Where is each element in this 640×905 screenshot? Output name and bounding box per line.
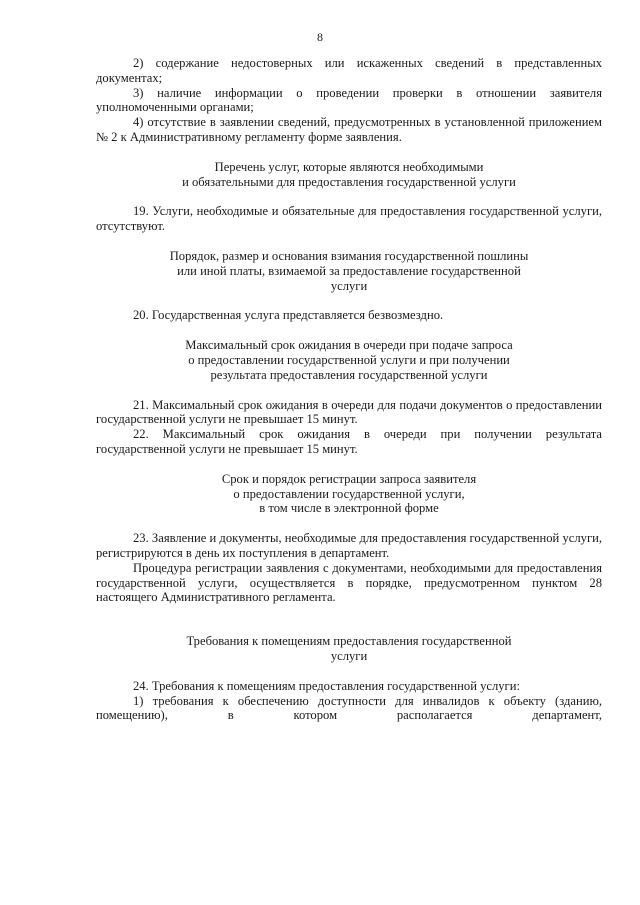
paragraph: 19. Услуги, необходимые и обязательные для предоставления государственной услуги, отсутствуют. — [96, 204, 602, 234]
section-heading-line: о предоставлении государственной услуги и при получении — [188, 352, 510, 367]
paragraph: 1) требования к обеспечению доступности для инвалидов к объекту (зданию, помещению), в котором располагается департамент, — [96, 693, 602, 723]
section-spacer — [96, 516, 602, 531]
section-heading — [96, 634, 602, 664]
section-heading — [96, 338, 602, 382]
paragraph: 21. Максимальный срок ожидания в очереди для подачи документов о предоставлении государственной услуги не превышает 15 минут. — [96, 397, 602, 427]
paragraph: 20. Государственная услуга представляется безвозмездно. — [133, 308, 444, 323]
paragraph: 3) наличие информации о проведении проверки в отношении заявителя уполномоченными органами; — [96, 85, 602, 115]
paragraph: 24. Требования к помещениям предоставления государственной услуги: — [133, 678, 520, 693]
section-heading-line: в том числе в электронной форме — [259, 501, 439, 516]
section-spacer — [96, 664, 602, 679]
paragraph: 2) содержание недостоверных или искаженных сведений в представленных документах; — [96, 56, 602, 85]
section-heading-line: услуги — [330, 648, 368, 663]
section-heading-line: результата предоставления государственной услуги — [210, 367, 488, 382]
section-heading-line: Требования к помещениям предоставления государственной — [186, 634, 512, 649]
section-spacer — [96, 323, 602, 338]
paragraph: 4) отсутствие в заявлении сведений, предусмотренных в установленной приложением № 2 к Административному регламенту форме заявления. — [96, 115, 602, 144]
section-heading-line: и обязательными для предоставления государственной услуги — [182, 174, 516, 189]
section-heading-line: Порядок, размер и основания взимания государственной пошлины — [169, 248, 529, 263]
section-spacer — [96, 457, 602, 472]
section-heading — [96, 160, 602, 190]
section-spacer — [96, 189, 602, 204]
section-heading-line: Максимальный срок ожидания в очереди при подаче запроса — [185, 338, 513, 353]
document-body — [96, 56, 602, 723]
section-heading-line: Перечень услуг, которые являются необходимыми — [214, 159, 484, 174]
paragraph: Процедура регистрации заявления с документами, необходимыми для предоставления государственной услуги, осуществляется в порядке, предусмотренном пунктом 28 настоящего Административного регламента. — [96, 560, 602, 605]
section-heading-line: о предоставлении государственной услуги, — [233, 486, 465, 501]
page-number: 8 — [317, 30, 323, 44]
section-spacer — [96, 234, 602, 249]
section-heading-line: Срок и порядок регистрации запроса заявителя — [221, 471, 477, 486]
section-spacer — [96, 605, 602, 634]
section-heading-line: услуги — [330, 278, 368, 293]
paragraph: 22. Максимальный срок ожидания в очереди при получении результата государственной услуги не превышает 15 минут. — [96, 427, 602, 456]
section-spacer — [96, 383, 602, 398]
section-heading — [96, 249, 602, 293]
section-spacer — [96, 293, 602, 308]
section-spacer — [96, 145, 602, 160]
section-heading — [96, 472, 602, 516]
paragraph: 23. Заявление и документы, необходимые для предоставления государственной услуги, регистрируются в день их поступления в департамент. — [96, 531, 602, 560]
section-heading-line: или иной платы, взимаемой за предоставление государственной — [177, 263, 521, 278]
